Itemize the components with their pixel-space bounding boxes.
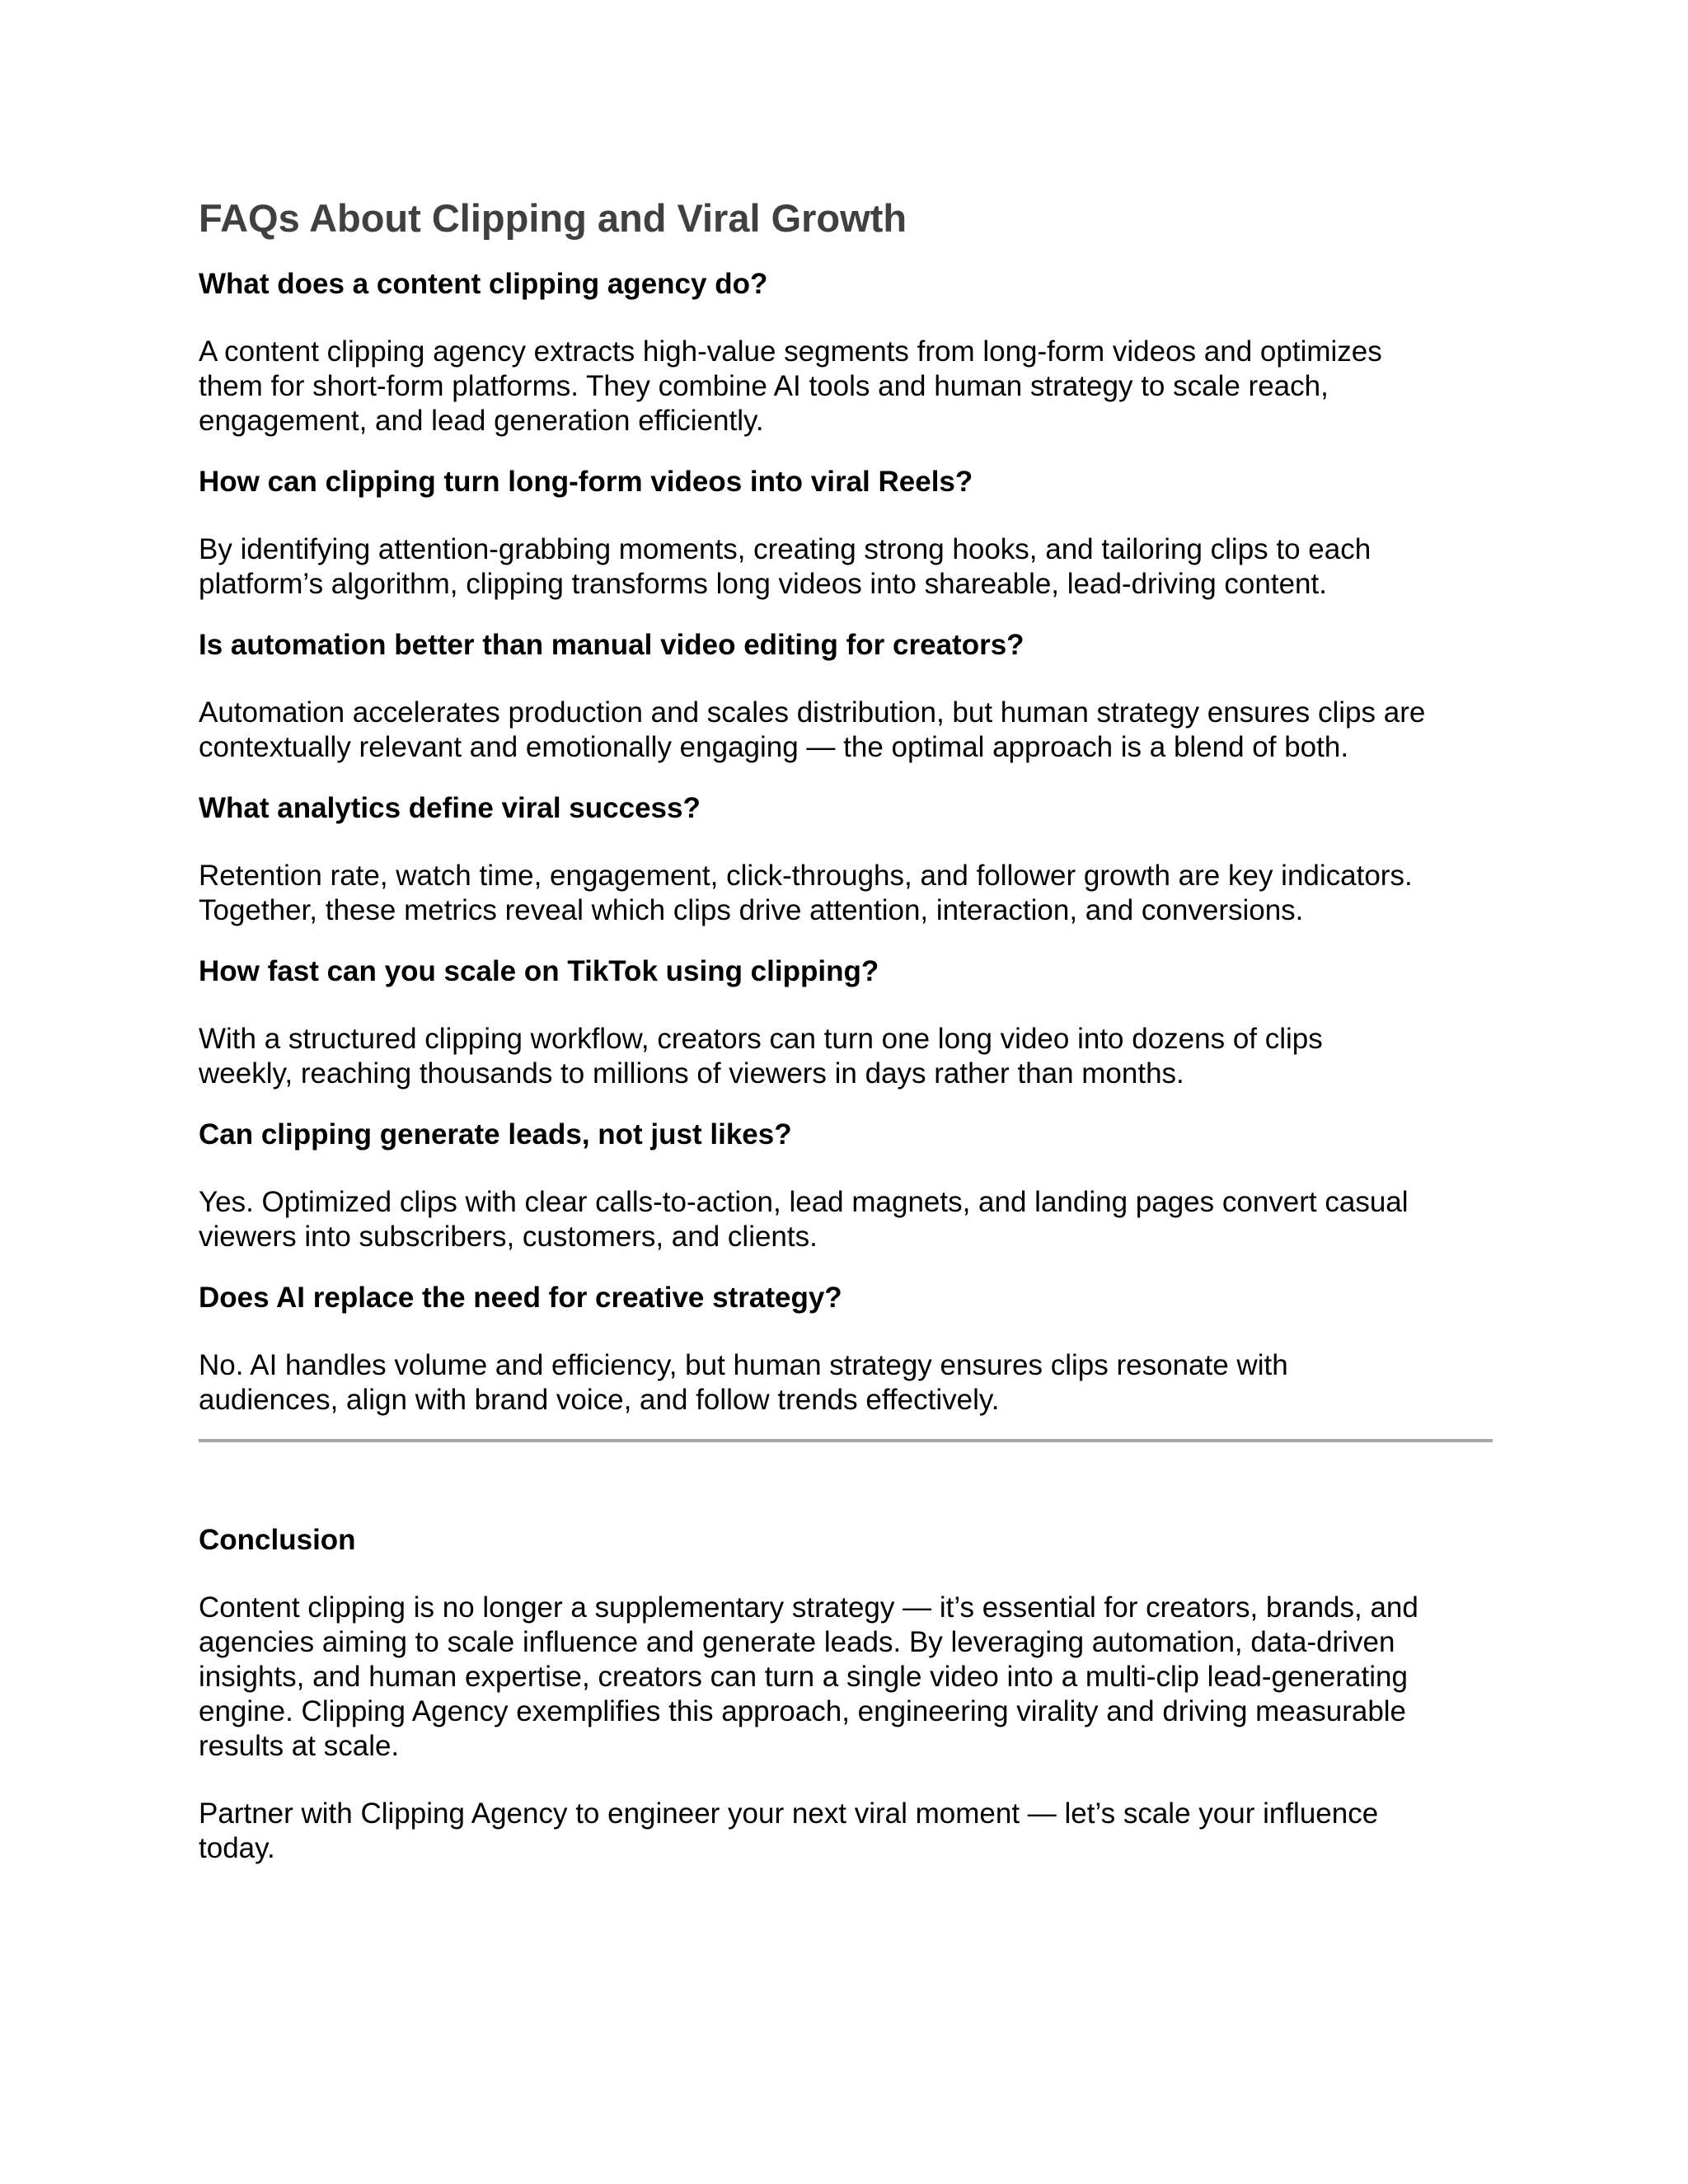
faq-answer: With a structured clipping workflow, creators can turn one long video into dozens of clips weekly, reaching thousands to millions of viewers in days rather than months. xyxy=(199,1023,1323,1090)
faq-list xyxy=(199,267,1493,1418)
faq-answer: Automation accelerates production and scales distribution, but human strategy ensures clips are contextually relevant and emotionally engaging — the optimal approach is a blend of both. xyxy=(199,696,1426,764)
faq-item xyxy=(199,954,1493,1091)
faq-item xyxy=(199,1118,1493,1254)
faq-question: What analytics define viral success? xyxy=(199,792,701,825)
faq-question: Can clipping generate leads, not just likes? xyxy=(199,1118,792,1151)
conclusion-heading: Conclusion xyxy=(199,1524,356,1557)
faq-item xyxy=(199,267,1493,438)
call-to-action-paragraph: Partner with Clipping Agency to engineer your next viral moment — let’s scale your influence today. xyxy=(199,1797,1379,1865)
faq-answer: Retention rate, watch time, engagement, click-throughs, and follower growth are key indicators. Together, these metrics reveal which clips drive attention, interaction, and conversions. xyxy=(199,860,1413,927)
page-title: FAQs About Clipping and Viral Growth xyxy=(199,196,907,240)
faq-item xyxy=(199,465,1493,602)
faq-answer: By identifying attention-grabbing moments, creating strong hooks, and tailoring clips to each platform’s algorithm, clipping transforms long videos into shareable, lead-driving content. xyxy=(199,533,1372,601)
faq-question: Is automation better than manual video editing for creators? xyxy=(199,629,1025,662)
section-divider xyxy=(199,1439,1493,1442)
document-page xyxy=(199,196,1493,1866)
faq-answer: Yes. Optimized clips with clear calls-to-action, lead magnets, and landing pages convert casual viewers into subscribers, customers, and clients. xyxy=(199,1186,1409,1254)
faq-question: Does AI replace the need for creative strategy? xyxy=(199,1282,842,1315)
conclusion-paragraph: Content clipping is no longer a supplementary strategy — it’s essential for creators, brands, and agencies aiming to scale influence and generate leads. By leveraging automation, data-driven insights, and human expertise, creators can turn a single video into a multi-clip lead-generating engine. Clipping Agency exemplifies this approach, engineering virality and driving measurable results at scale. xyxy=(199,1591,1418,1763)
faq-answer: No. AI handles volume and efficiency, but human strategy ensures clips resonate with audiences, align with brand voice, and follow trends effectively. xyxy=(199,1349,1288,1417)
faq-question: How fast can you scale on TikTok using clipping? xyxy=(199,955,879,988)
faq-answer: A content clipping agency extracts high-value segments from long-form videos and optimizes them for short-form platforms. They combine AI tools and human strategy to scale reach, engagement, and lead generation efficiently. xyxy=(199,335,1382,438)
faq-item xyxy=(199,628,1493,765)
faq-item xyxy=(199,791,1493,928)
faq-item xyxy=(199,1281,1493,1418)
faq-question: What does a content clipping agency do? xyxy=(199,268,768,301)
faq-question: How can clipping turn long-form videos into viral Reels? xyxy=(199,466,973,499)
